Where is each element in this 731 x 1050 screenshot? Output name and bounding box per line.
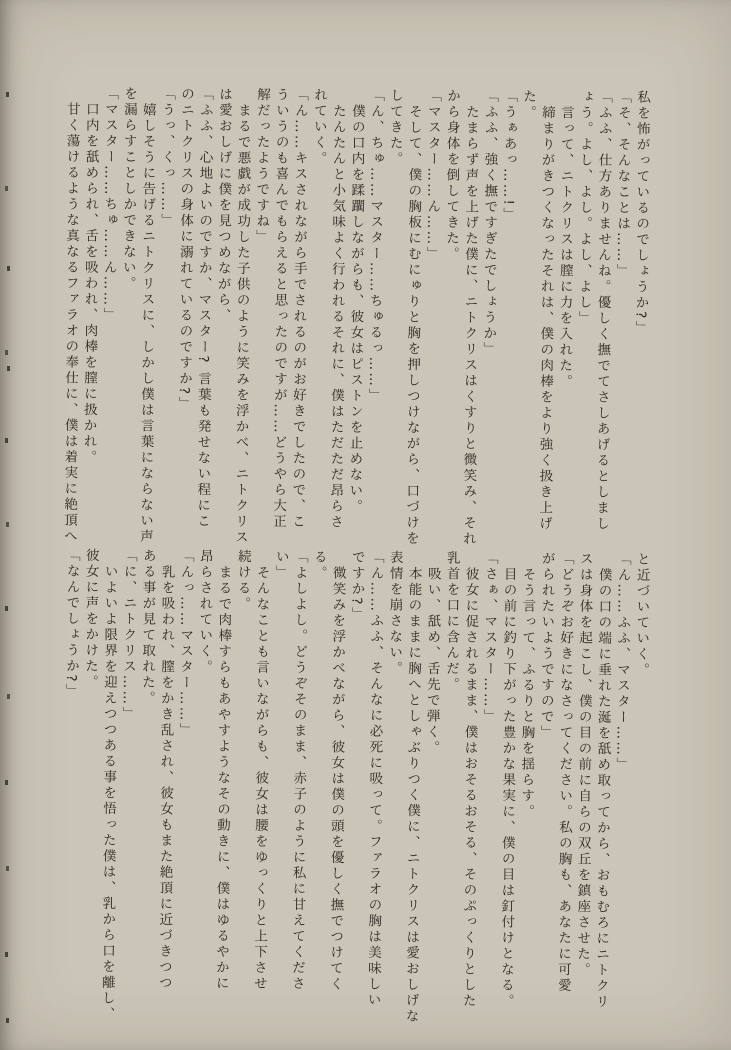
text-column: ょう。よし、よし。よし、よし」 xyxy=(575,89,594,327)
text-column: 「そ、そんなことは……」 xyxy=(613,89,632,280)
text-column: 彼女に促されるまま、僕はおそるおそる、そのぷっくりとした xyxy=(459,566,479,1010)
text-column: 本能のままに胸へとしゃぶりつく僕に、ニトクリスは愛おしげな xyxy=(402,566,422,1025)
text-column: ある事が見て取れた。 xyxy=(138,548,156,707)
text-column: 目の前に釣り下がった豊かな果実に、僕の目は釘付けとなる。 xyxy=(497,566,517,1010)
text-column: と近づいていく。 xyxy=(632,551,650,679)
text-column: 僕の口内を蹂躙しながらも、彼女はピストンを止めない。 xyxy=(346,103,365,515)
text-column: 「に、ニトクリス……」 xyxy=(119,548,137,723)
text-column: を漏らすことしかできない。 xyxy=(119,86,138,292)
text-column: 「うぁあっ……!」 xyxy=(500,88,518,224)
text-column: たまらず声を上げた僕に、ニトクリスはくすりと微笑み、それ xyxy=(459,104,479,548)
text-column: い」 xyxy=(272,549,289,582)
text-column: 締まりがきつくなったそれは、僕の肉棒をより強く扱き上げ xyxy=(535,105,555,532)
text-column: がられたいようですので」 xyxy=(537,551,555,741)
text-column: そんなことも言いながらも、彼女は腰をゆっくりと上下させ xyxy=(250,565,270,992)
text-column: から身体を倒してきた。 xyxy=(442,88,461,263)
text-column: そう言って、ふるりと胸を揺らす。 xyxy=(517,567,536,820)
text-column: 「ん……ふふ、マスター……」 xyxy=(613,551,631,774)
text-column: 「なんでしょうか?」 xyxy=(62,547,80,700)
text-column: 私を怖がっているのでしょうか?」 xyxy=(632,89,651,337)
text-column: 続ける。 xyxy=(234,549,251,613)
text-column: ういうのも喜んでもらえると思ったのですが……どうやら大正 xyxy=(269,87,290,530)
text-column: してきた。 xyxy=(386,88,404,168)
text-column: 彼女に声をかけた。 xyxy=(81,548,99,691)
text-column: 「マスター……ちゅ……ん……」 xyxy=(100,86,119,324)
text-column: れていく。 xyxy=(310,87,328,167)
text-column: 昂らされていく。 xyxy=(195,548,213,676)
text-column: 「んっ……マスター……」 xyxy=(176,548,194,739)
text-column: 「よしよし。どうぞそのまま、赤子のように私に甘えてくださ xyxy=(288,549,308,992)
text-column: まるで悪戯が成功した子供のように笑みを浮かべ、ニトクリス xyxy=(231,103,251,546)
top-text-block xyxy=(59,86,651,564)
text-column: 「ふふ、強く撫ですぎたでしょうか」 xyxy=(480,88,499,358)
text-column: 解だったようですね」 xyxy=(252,87,271,246)
text-column: 微笑みを浮かべながら、彼女は僕の頭を優しく撫でつけてく xyxy=(326,565,346,993)
text-column: 言って、ニトクリスは膣に力を入れた。 xyxy=(555,105,574,390)
text-column: いよいよ限界を迎えつつある事を悟った僕は、乳から口を離し、 xyxy=(98,564,118,1023)
text-column: 表情を崩さない。 xyxy=(385,550,403,677)
text-column: ですか?」 xyxy=(348,549,365,623)
text-column: 吸い、舐め、舌先で弾く。 xyxy=(423,566,441,757)
text-column: 口内を舐められ、舌を吸われ、肉棒を膣に扱かれ。 xyxy=(80,102,99,466)
text-column: 僕の口の端に垂れた涎を舐め取ってから、おもむろにニトクリ xyxy=(592,567,612,1011)
text-column: まるで肉棒すらもあやすようなその動きに、僕はゆるやかに xyxy=(212,564,232,992)
text-column: 乳首を口に含んだ。 xyxy=(442,550,460,693)
text-column: 乳を吸われ、膣をかき乱され、彼女もまた絶頂に近づきつつ xyxy=(155,564,175,992)
text-column: スは身体を起こし、僕の目の前に自らの双丘を鎮座させた。 xyxy=(573,551,593,979)
text-column: 「さぁ、マスター……」 xyxy=(480,550,498,725)
text-column: たんたんと小気味よく行われるそれに、僕はただただ昂らさ xyxy=(326,103,346,531)
text-column: 甘く蕩けるような真なるファラオの奉仕に、僕は着実に絶頂へ xyxy=(60,101,80,545)
text-column: は愛おしげに僕を見つめながら、 xyxy=(214,86,233,325)
scan-noise-specks xyxy=(0,0,3,5)
text-column: 「ふふ、仕方ありませんね。優しく撫でてさしあげるとしまし xyxy=(592,89,613,533)
text-column: 「ん……キスされながら手でされるのがお好きでしたので、こ xyxy=(288,87,309,530)
text-column: 「うっ、くっ……」 xyxy=(158,86,176,229)
text-column: た。 xyxy=(519,89,537,121)
text-column: 「どうぞお好きになさってください。私の胸も、あなたに可愛 xyxy=(554,551,574,994)
bottom-text-block xyxy=(58,548,650,1042)
text-column: 「マスター……ん……」 xyxy=(423,88,442,263)
text-column: のニトクリスの身体に溺れているのですか?」 xyxy=(175,86,195,413)
text-column: 「ん、ちゅ……マスター……ちゅるっ……」 xyxy=(365,88,385,405)
text-column: 「ん……ふふ、そんなに必死に吸って。ファラオの胸は美味しい xyxy=(364,550,384,1009)
text-column: る。 xyxy=(310,549,327,582)
text-column: 「ふふ、心地よいのですか、マスター? 言葉も発せない程にこ xyxy=(193,86,214,530)
text-column: 嬉しそうに告げるニトクリスに、しかし僕は言葉にならない声 xyxy=(136,102,156,545)
text-column: そして、僕の胸板にむにゅりと胸を押しつけながら、口づけを xyxy=(402,104,422,547)
